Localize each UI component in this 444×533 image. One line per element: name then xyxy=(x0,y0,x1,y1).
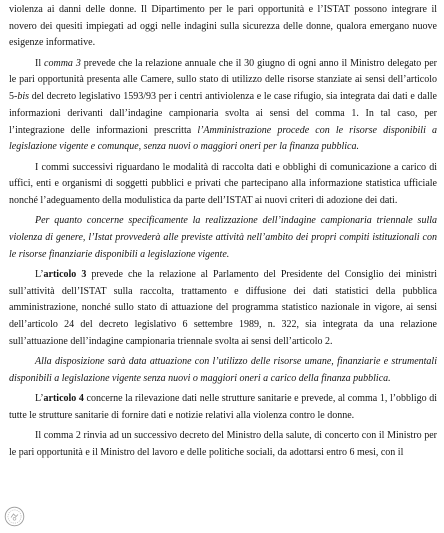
body-paragraph xyxy=(9,2,437,52)
body-paragraph xyxy=(9,56,437,156)
body-paragraph xyxy=(9,428,437,461)
official-seal-icon xyxy=(4,506,25,527)
italic-text-run: Per quanto concerne specificamente la realizzazione dell’indagine campionaria triennale sulla violenza di genere, l’Istat provvederà alle previste attività nell’ambito dei propri compiti istituzionali con le risorse finanziarie disponibili a legislazione vigente. xyxy=(9,215,437,260)
document-body xyxy=(9,2,437,465)
text-run: violenza ai danni delle donne. Il Dipartimento per le pari opportunità e l’ISTAT possono integrare il novero dei quesiti impiegati ad oggi nelle indagini sulla sicurezza delle donne, qualora emergano nuove esigenze informative. xyxy=(9,4,437,49)
italic-text-run: comma 3 xyxy=(44,57,81,69)
body-paragraph xyxy=(9,213,437,263)
italic-text-run: bis xyxy=(17,91,30,103)
article-reference: articolo 3 xyxy=(43,268,87,280)
text-run: L’ xyxy=(35,393,44,405)
body-paragraph xyxy=(9,391,437,424)
text-run: I commi successivi riguardano le modalità di raccolta dati e obblighi di comunicazione a carico di uffici, enti e organismi di soggetti pubblici e privati che partecipano alla informazione statistica ufficiale nonché l’adeguamento della modulistica da parte dell’ISTAT ai nuovi criteri di adozione dei dati. xyxy=(9,161,437,206)
italic-text-run: l’Amministrazione procede con le risorse disponibili a legislazione vigente e comunque, senza nuovi o maggiori oneri per la finanza pubblica. xyxy=(9,124,437,153)
text-run: Il xyxy=(35,57,45,69)
article-reference: articolo 4 xyxy=(43,393,84,405)
text-run: del decreto legislativo 1593/93 per i centri antiviolenza e le case rifugio, sia integrata dai dati e dalle informazioni derivanti dall’indagine campionaria svolta ai sensi del comma 1. In tal caso, per l’integrazione delle informazioni prescritta xyxy=(9,91,437,136)
body-paragraph xyxy=(9,267,437,351)
body-paragraph xyxy=(9,354,437,387)
text-run: prevede che la relazione al Parlamento del Presidente del Consiglio dei ministri sull’attività dell’ISTAT sulla raccolta, trattamento e diffusione dei dati statistici della pubblica amministrazione, nonché sullo stato di attuazione del programma statistico nazionale in vigore, ai sensi dell’articolo 24 del decreto legislativo 6 settembre 1989, n. 322, sia integrata da una relazione sull’attuazione dell’indagine campionaria triennale svolta ai sensi dell’articolo 2. xyxy=(9,268,437,347)
italic-text-run: Alla disposizione sarà data attuazione con l’utilizzo delle risorse umane, finanziarie e strumentali disponibili a legislazione vigente senza nuovi o maggiori oneri a carico della finanza pubblica. xyxy=(9,356,437,384)
text-run: Il comma 2 rinvia ad un successivo decreto del Ministro della salute, di concerto con il Ministro per le pari opportunità e il Ministro del lavoro e delle politiche sociali, da adottarsi entro 6 mesi, con il xyxy=(9,430,437,458)
body-paragraph xyxy=(9,160,437,210)
text-run: L’ xyxy=(35,268,44,280)
text-run: concerne la rilevazione dati nelle strutture sanitarie e prevede, al comma 1, l’obbligo di tutte le strutture sanitarie di fornire dati e notizie relativi alla violenza contro le donne. xyxy=(9,393,438,421)
text-run: prevede che la relazione annuale che il 30 giugno di ogni anno il Ministro delegato per le pari opportunità presenta alle Camere, sullo stato di utilizzo delle risorse stanziate ai sensi dell’articolo 5- xyxy=(9,57,438,103)
